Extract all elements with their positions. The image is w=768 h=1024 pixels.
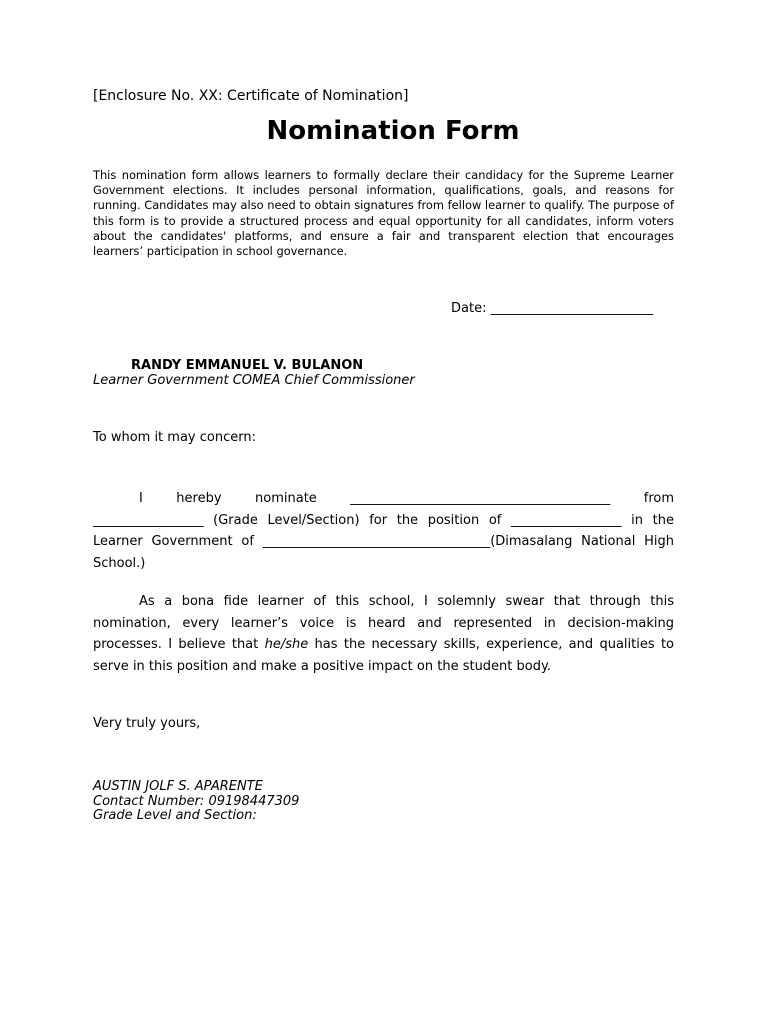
signer-block: [93, 780, 299, 824]
nomination-line-4: School.): [93, 555, 146, 571]
recipient-title: Learner Government COMEA Chief Commissioner: [93, 373, 415, 388]
oath-line-3-start: processes. I believe that: [93, 637, 265, 652]
date-blank: _________________________: [490, 301, 654, 316]
nomination-line-2: _________________ (Grade Level/Section) for the position of _________________ in the: [93, 512, 674, 528]
intro-paragraph: This nomination form allows learners to formally declare their candidacy for the Supreme Learner Government elections. It includes personal information, qualifications, goals, and reasons for running. Candidates may also need to obtain signatures from fellow learner to qualify. The purpose of this form is to provide a structured process and equal opportunity for all candidates, inform voters about the candidates' platforms, and ensure a fair and transparent election that encourages learners’ participation in school governance.: [93, 168, 674, 259]
nomination-line-3: Learner Government of ___________________________________(Dimasalang National High: [93, 534, 674, 549]
oath-line-3-end: has the necessary skills, experience, and qualities to: [308, 637, 674, 652]
page-title: Nomination Form: [266, 116, 520, 146]
oath-line-4: serve in this position and make a positive impact on the student body.: [93, 658, 551, 674]
nomination-paragraph: [93, 488, 674, 574]
enclosure-label: [Enclosure No. XX: Certificate of Nomination]: [93, 88, 409, 104]
oath-paragraph: [93, 591, 674, 677]
signer-contact: Contact Number: 09198447309: [93, 793, 300, 809]
oath-line-2: nomination, every learner’s voice is heard and represented in decision-making: [93, 615, 674, 631]
signer-grade: Grade Level and Section:: [93, 808, 257, 823]
oath-line-1: As a bona fide learner of this school, I solemnly swear that through this: [139, 594, 674, 609]
date-row: [451, 301, 653, 317]
recipient-name: RANDY EMMANUEL V. BULANON: [131, 358, 364, 373]
salutation: To whom it may concern:: [93, 430, 256, 445]
signer-name: AUSTIN JOLF S. APARENTE: [93, 779, 263, 794]
oath-line-3: [93, 634, 674, 656]
date-label: Date:: [451, 301, 487, 316]
oath-pronoun: he/she: [264, 637, 309, 652]
closing: Very truly yours,: [93, 716, 201, 731]
nomination-line-1: I hereby nominate ________________________________________ from: [139, 491, 674, 506]
